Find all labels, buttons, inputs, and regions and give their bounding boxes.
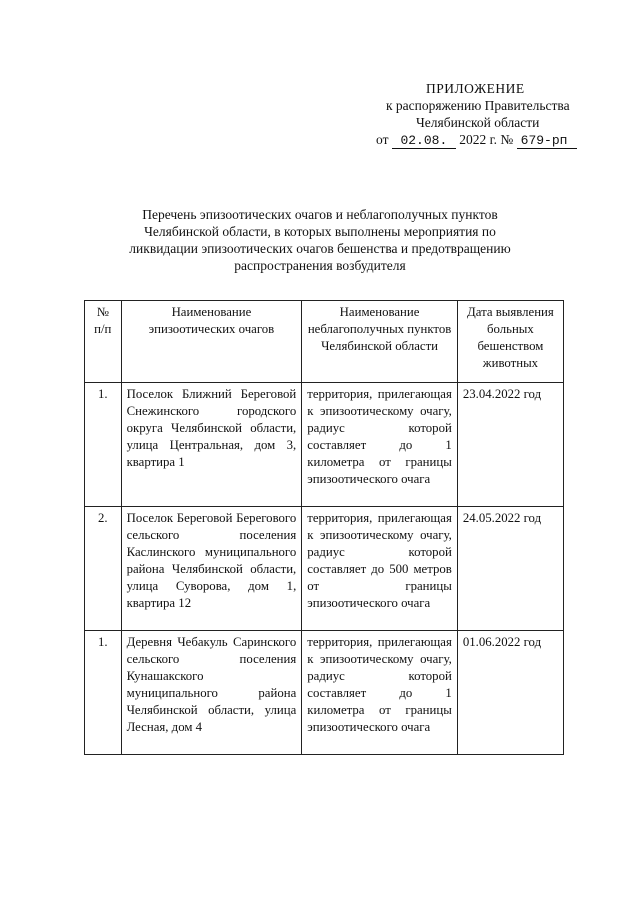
row-num: 1. [85,631,122,755]
table-row [85,631,564,755]
row-focus: Поселок Ближний Береговой Снежинского городского округа Челябинской области, улица Центральная, дом 3, квартира 1 [121,383,302,507]
appendix-date-line [370,131,610,149]
header-focus: Наименование эпизоотических очагов [121,301,302,383]
row-place: территория, прилегающая к эпизоотическому очагу, радиус которой составляет до 500 метров от границы эпизоотического очага [302,507,458,631]
foci-table [84,300,564,755]
row-date: 24.05.2022 год [457,507,563,631]
document-title: Перечень эпизоотических очагов и неблагополучных пунктов Челябинской области, в которых выполнены мероприятия по ликвидации эпизоотических очагов бешенства и предотвращению распространения возбудителя [129,207,511,273]
row-date: 23.04.2022 год [457,383,563,507]
header-place: Наименование неблагополучных пунктов Челябинской области [302,301,458,383]
row-focus: Поселок Береговой Берегового сельского поселения Каслинского муниципального района Челябинской области, улица Суворова, дом 1, квартира 12 [121,507,302,631]
appendix-block [370,80,610,149]
row-focus: Деревня Чебакуль Саринского сельского поселения Кунашакского муниципального района Челябинской области, улица Лесная, дом 4 [121,631,302,755]
header-date: Дата выявления больных бешенством животных [457,301,563,383]
header-num: № п/п [85,301,122,383]
row-place: территория, прилегающая к эпизоотическому очагу, радиус которой составляет до 1 километра от границы эпизоотического очага [302,383,458,507]
year-label: 2022 г. № [459,132,514,147]
appendix-region-line: Челябинской области [416,115,540,130]
from-label: от [376,132,389,147]
row-num: 1. [85,383,122,507]
table-header-row [85,301,564,383]
appendix-title: ПРИЛОЖЕНИЕ [426,81,525,96]
row-date: 01.06.2022 год [457,631,563,755]
row-num: 2. [85,507,122,631]
appendix-order-line: к распоряжению Правительства [386,98,570,113]
table-row [85,383,564,507]
order-date: 02.08. [392,133,456,149]
table-row [85,507,564,631]
row-place: территория, прилегающая к эпизоотическому очагу, радиус которой составляет до 1 километра от границы эпизоотического очага [302,631,458,755]
order-number: 679-рп [517,133,577,149]
